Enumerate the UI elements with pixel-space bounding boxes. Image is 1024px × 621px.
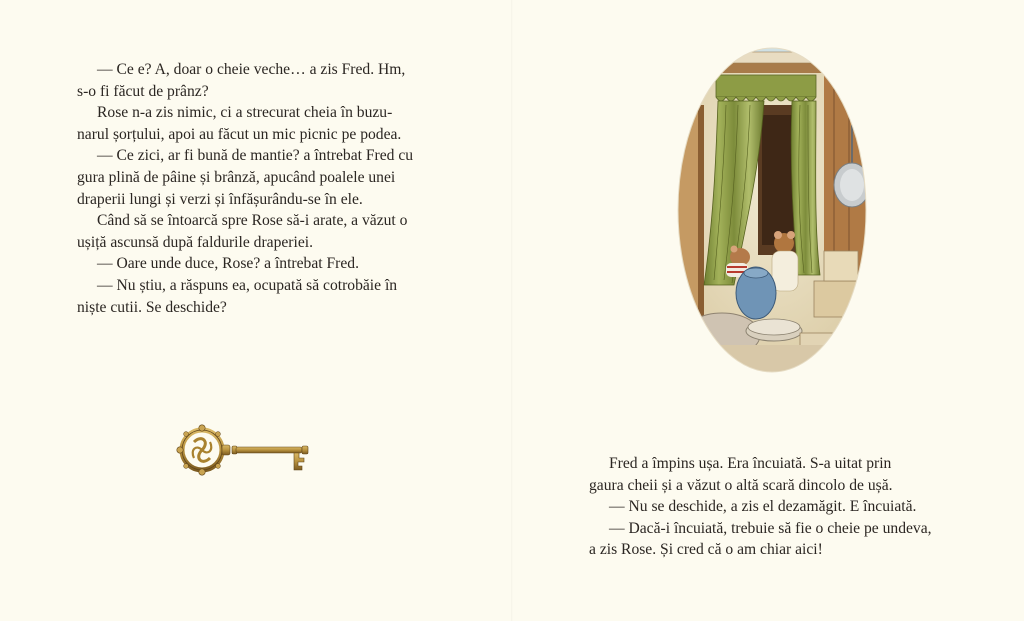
page-gutter — [511, 0, 513, 621]
left-page-text — [77, 59, 433, 318]
left-line-10: — Oare unde duce, Rose? a întrebat Fred. — [97, 255, 359, 273]
left-line-11: — Nu știu, a răspuns ea, ocupată să cotrobăie în — [97, 276, 398, 294]
mice-behind-green-curtain-illustration — [674, 45, 870, 375]
right-page-text — [589, 453, 941, 561]
left-line-5: — Ce zici, ar fi bună de mantie? a întrebat Fred cu — [97, 147, 414, 165]
ornate-brass-key-icon — [172, 420, 322, 482]
left-line-3: Rose n-a zis nimic, ci a strecurat cheia în buzu- — [97, 104, 393, 122]
left-line-1: — Ce e? A, doar o cheie veche… a zis Fred. Hm, — [97, 61, 406, 78]
left-line-6: gura plină de pâine și brânză, apucând poalele unei — [77, 168, 396, 186]
left-line-8: Când să se întoarcă spre Rose să-i arate, a văzut o — [97, 212, 408, 230]
right-line-2: gaura cheii și a văzut o altă scară dincolo de ușă. — [589, 476, 893, 494]
left-line-2: s-o fi făcut de prânz? — [77, 82, 209, 100]
right-line-3: — Nu se deschide, a zis el dezamăgit. E încuiată. — [609, 498, 917, 516]
right-line-4: — Dacă-i încuiată, trebuie să fie o cheie pe undeva, — [609, 519, 932, 537]
left-line-7: draperii lungi și verzi și înfășurându-se în ele. — [77, 190, 363, 208]
right-line-1: Fred a împins ușa. Era încuiată. S-a uitat prin — [609, 455, 892, 472]
left-line-12: niște cutii. Se deschide? — [77, 298, 227, 316]
left-line-9: ușiță ascunsă după faldurile draperiei. — [77, 233, 313, 251]
left-line-4: narul șorțului, apoi au făcut un mic picnic pe podea. — [77, 125, 402, 143]
right-line-5: a zis Rose. Și cred că o am chiar aici! — [589, 541, 823, 559]
